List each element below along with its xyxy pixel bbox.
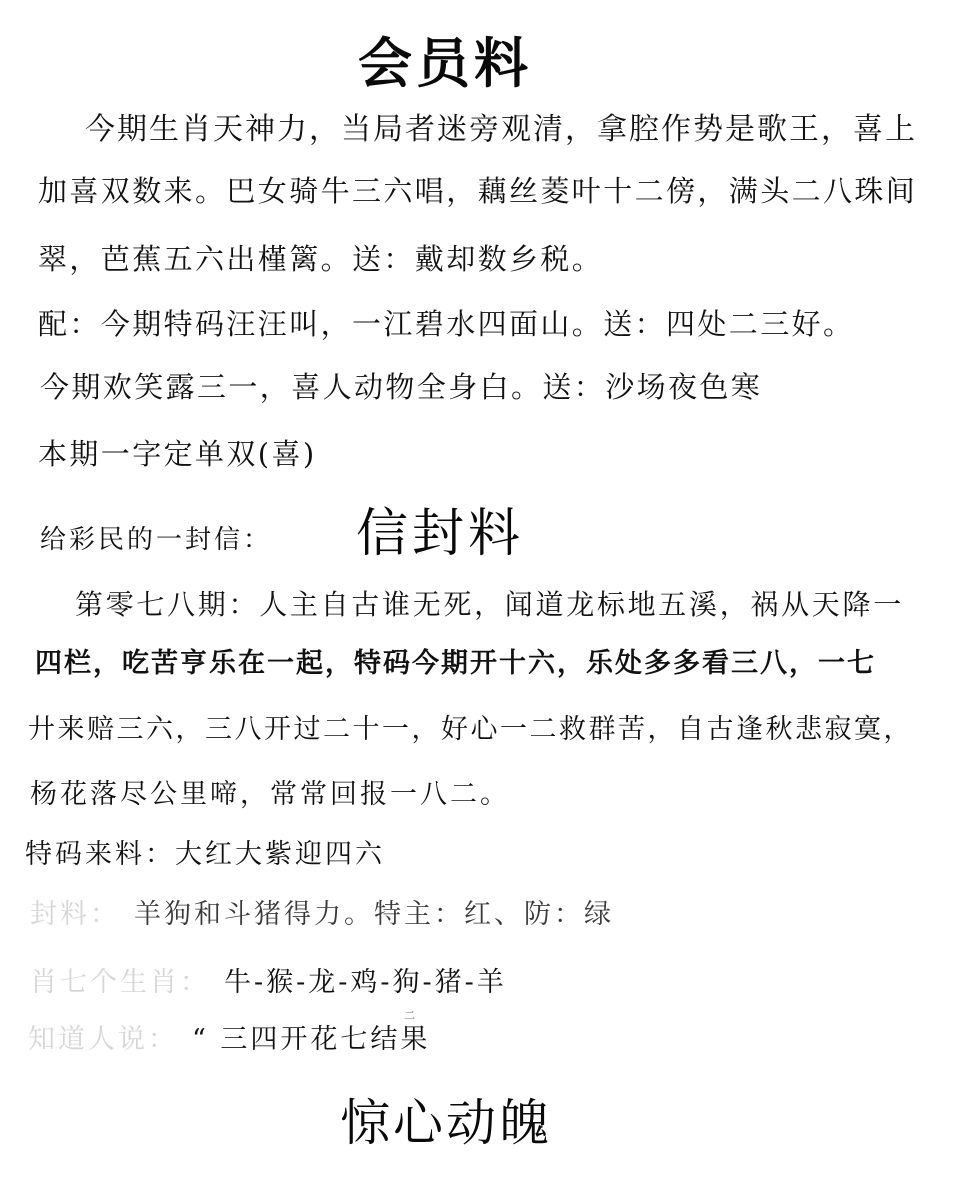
text-line: 第零七八期：人主自古谁无死，闻道龙标地五溪，祸从天降一 <box>75 588 904 621</box>
faded-prefix: 肖七个生肖： <box>30 967 210 998</box>
text-line: 今期生肖天神力，当局者迷旁观清，拿腔作势是歌王，喜上 <box>85 112 917 147</box>
section-title-envelope: 信封料 <box>356 504 525 564</box>
line-text: “ 三四开花七结果 <box>192 1024 431 1055</box>
text-line: 本期一字定单双(喜) <box>38 437 317 471</box>
text-line: 加喜双数来。巴女骑牛三六唱，藕丝菱叶十二傍，满头二八珠间 <box>38 174 918 208</box>
faded-prefix: 封料： <box>30 899 120 930</box>
text-line: 特码来料：大红大紫迎四六 <box>25 839 385 870</box>
footer-title: 惊心动魄 <box>340 1094 552 1152</box>
text-line: 杨花落尽公里啼，常常回报一八二。 <box>30 779 510 810</box>
text-line: 今期欢笑露三一，喜人动物全身白。送：沙场夜色寒 <box>40 370 763 404</box>
faded-text-line <box>30 969 507 996</box>
faded-text-line <box>30 901 614 928</box>
section-title-member: 会员料 <box>358 31 532 95</box>
text-line: 配：今期特码汪汪叫，一江碧水四面山。送：四处二三好。 <box>38 307 855 341</box>
faded-prefix: 知道人说： <box>28 1024 178 1055</box>
line-text: 牛-猴-龙-鸡-狗-猪-羊 <box>224 967 507 998</box>
text-line: 廾来赔三六，三八开过二十一，好心一二救群苦，自古逢秋悲寂寞， <box>28 714 913 745</box>
letter-intro: 给彩民的一封信： <box>40 525 273 555</box>
small-mark: 二 <box>404 1009 415 1022</box>
line-text: 羊狗和斗猪得力。特主：红、防：绿 <box>134 899 614 930</box>
text-line: 翠，芭蕉五六出槿篱。送：戴却数乡税。 <box>38 242 604 276</box>
text-line-bold: 四栏，吃苦亨乐在一起，特码今期开十六，乐处多多看三八，一七 <box>35 648 876 679</box>
faded-text-line <box>28 1026 430 1053</box>
